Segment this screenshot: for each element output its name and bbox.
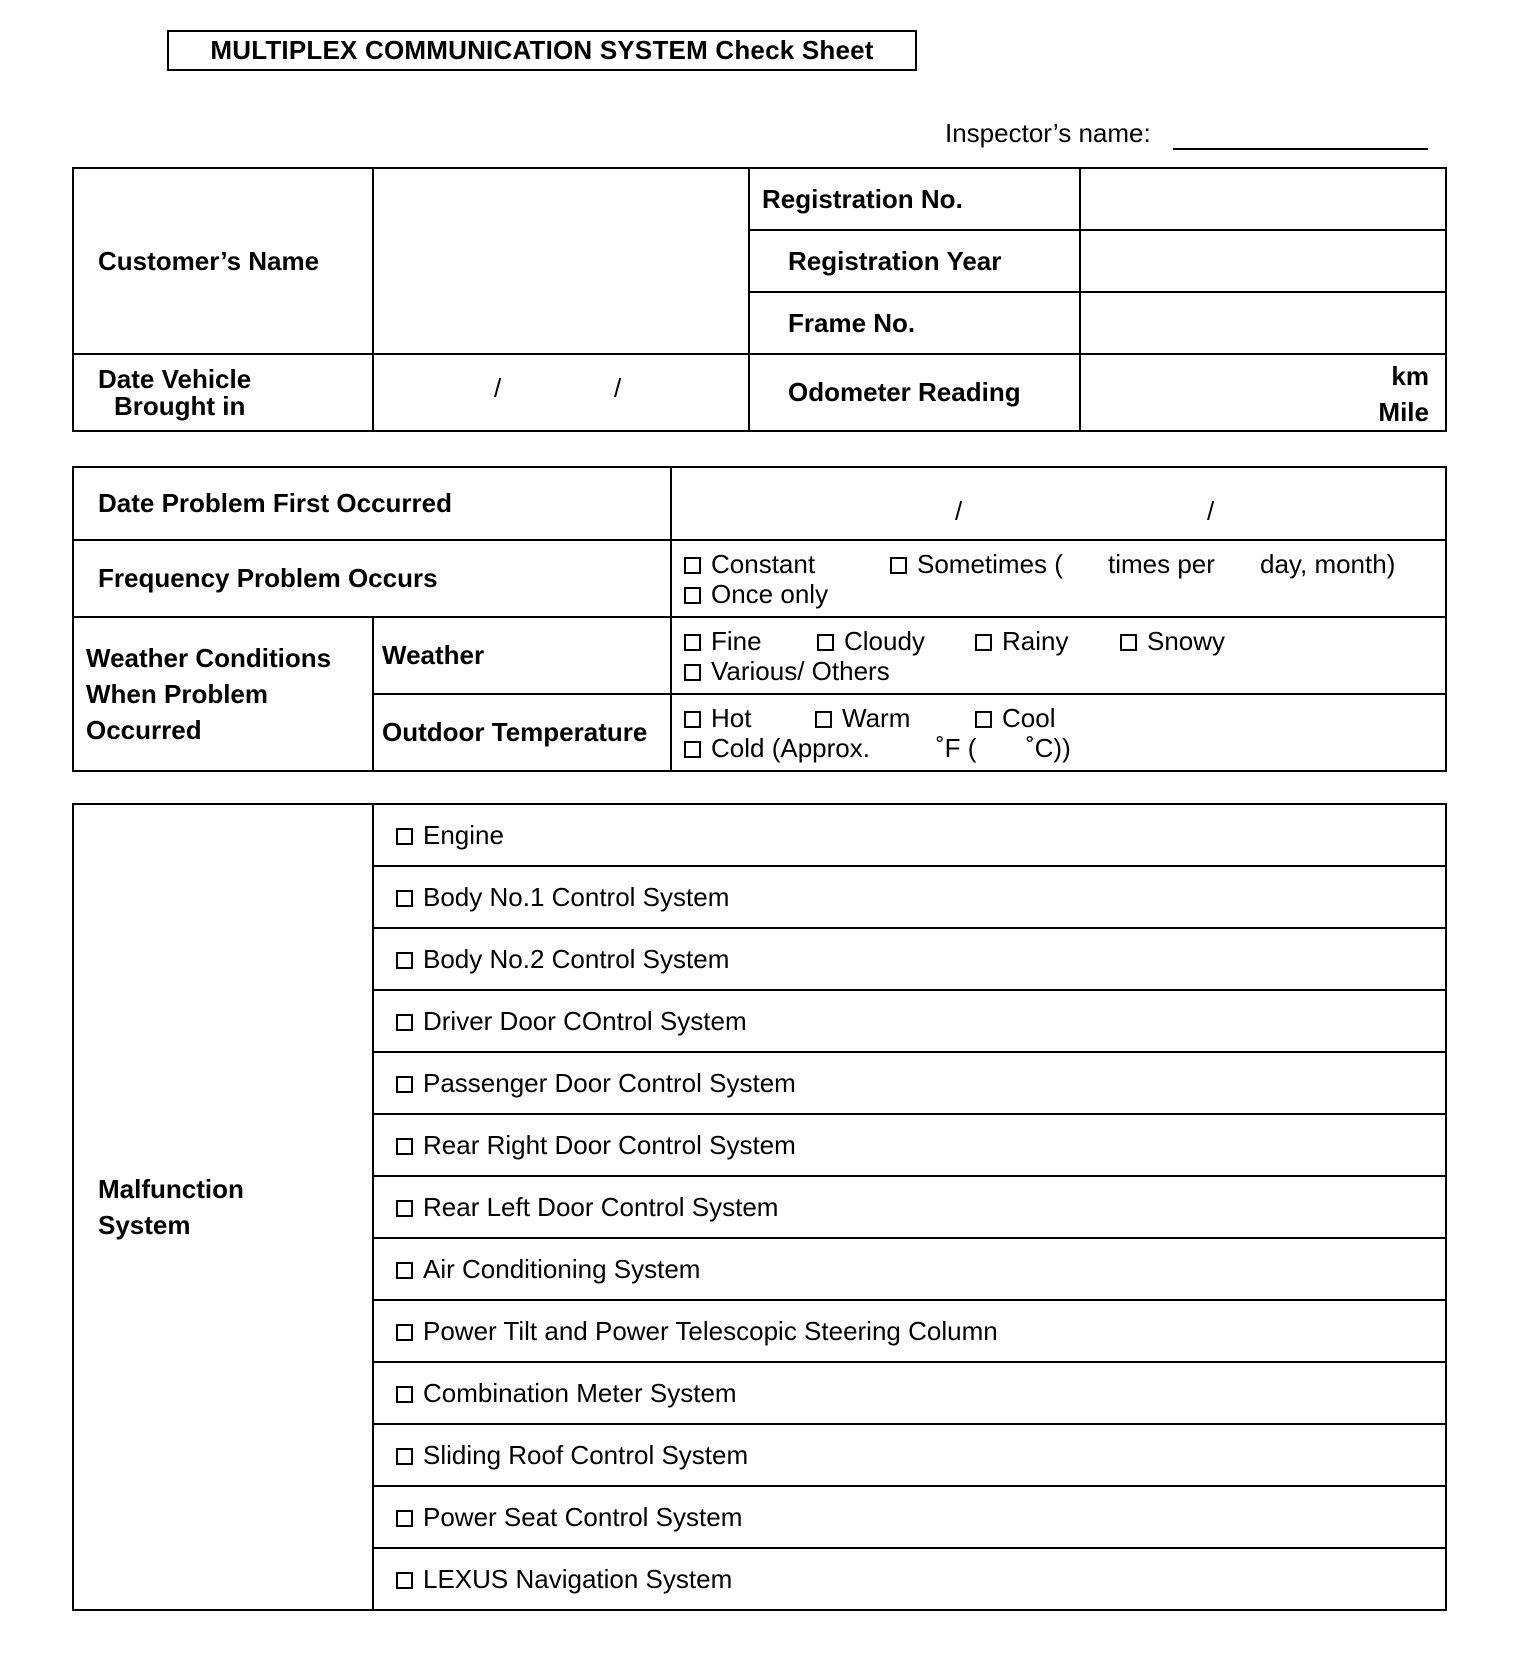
system-label: Engine (423, 819, 504, 850)
system-option-lexus-navigation[interactable] (373, 1548, 1446, 1610)
system-label: Combination Meter System (423, 1377, 737, 1408)
date-brought-in-label (73, 354, 373, 431)
customer-name-field[interactable] (373, 168, 749, 354)
problem-conditions-table (72, 466, 1447, 772)
frequency-once-only-option[interactable] (684, 579, 828, 609)
checkbox[interactable] (815, 711, 832, 728)
frame-no-label: Frame No. (749, 292, 1080, 354)
system-label: Body No.2 Control System (423, 943, 730, 974)
system-option-body-no2[interactable] (373, 928, 1446, 990)
checkbox[interactable] (975, 634, 992, 651)
registration-no-field[interactable] (1080, 168, 1446, 230)
checkbox[interactable] (396, 1324, 413, 1341)
checkbox[interactable] (396, 1076, 413, 1093)
system-label: Sliding Roof Control System (423, 1439, 749, 1470)
system-option-rear-right-door[interactable] (373, 1114, 1446, 1176)
system-option-air-conditioning[interactable] (373, 1238, 1446, 1300)
checkbox[interactable] (975, 711, 992, 728)
registration-no-label: Registration No. (749, 168, 1080, 230)
page-title: MULTIPLEX COMMUNICATION SYSTEM Check Sheet (167, 30, 917, 71)
temperature-fahrenheit-label: ˚F ( (936, 732, 977, 763)
weather-cloudy-label: Cloudy (844, 625, 925, 656)
malfunction-system-table (72, 803, 1447, 1611)
weather-fine-label: Fine (711, 625, 762, 656)
checkbox[interactable] (396, 1510, 413, 1527)
frequency-day-month-label: day, month) (1260, 548, 1396, 579)
date-first-occurred-label: Date Problem First Occurred (73, 467, 671, 540)
frequency-constant-label: Constant (711, 548, 816, 579)
system-label: Air Conditioning System (423, 1253, 701, 1284)
weather-snowy-label: Snowy (1147, 625, 1226, 656)
system-label: LEXUS Navigation System (423, 1563, 733, 1594)
weather-conditions-label (73, 617, 373, 771)
system-label: Body No.1 Control System (423, 881, 730, 912)
system-option-rear-left-door[interactable] (373, 1176, 1446, 1238)
checkbox[interactable] (684, 634, 701, 651)
odometer-label: Odometer Reading (749, 354, 1080, 431)
outdoor-temperature-label: Outdoor Temperature (373, 694, 671, 771)
weather-conditions-label-line1: Weather Conditions (86, 643, 332, 673)
checkbox[interactable] (817, 634, 834, 651)
system-option-engine[interactable] (373, 804, 1446, 866)
checkbox[interactable] (396, 1200, 413, 1217)
temperature-celsius-label: ˚C)) (1026, 732, 1071, 763)
customer-info-table (72, 167, 1447, 432)
checkbox[interactable] (396, 828, 413, 845)
temperature-cold-option[interactable] (684, 733, 936, 763)
weather-rainy-label: Rainy (1002, 625, 1069, 656)
system-option-steering-column[interactable] (373, 1300, 1446, 1362)
malfunction-label-line1: Malfunction (98, 1174, 244, 1204)
frequency-constant-option[interactable] (684, 549, 890, 579)
checkbox[interactable] (684, 711, 701, 728)
weather-snowy-option[interactable] (1120, 626, 1225, 656)
system-option-driver-door[interactable] (373, 990, 1446, 1052)
temperature-cool-label: Cool (1002, 702, 1056, 733)
date-brought-in-label-line1: Date Vehicle (98, 363, 252, 394)
frequency-sometimes-label: Sometimes ( (917, 548, 1063, 579)
system-option-sliding-roof[interactable] (373, 1424, 1446, 1486)
system-label: Rear Left Door Control System (423, 1191, 779, 1222)
system-option-passenger-door[interactable] (373, 1052, 1446, 1114)
inspector-name-label: Inspector’s name: (945, 118, 1151, 148)
system-option-combination-meter[interactable] (373, 1362, 1446, 1424)
temperature-hot-option[interactable] (684, 703, 815, 733)
weather-rainy-option[interactable] (975, 626, 1120, 656)
checkbox[interactable] (396, 1572, 413, 1589)
date-brought-in-label-line2: Brought in (114, 390, 246, 421)
registration-year-field[interactable] (1080, 230, 1446, 292)
checkbox[interactable] (890, 557, 907, 574)
date-separator: / (955, 496, 963, 526)
system-label: Driver Door COntrol System (423, 1005, 747, 1036)
malfunction-system-label (73, 804, 373, 1610)
system-label: Passenger Door Control System (423, 1067, 796, 1098)
checkbox[interactable] (684, 557, 701, 574)
checkbox[interactable] (396, 1386, 413, 1403)
temperature-hot-label: Hot (711, 702, 752, 733)
frame-no-field[interactable] (1080, 292, 1446, 354)
temperature-options (671, 694, 1446, 771)
checkbox[interactable] (396, 890, 413, 907)
malfunction-label-line2: System (98, 1210, 191, 1240)
date-brought-in-field[interactable] (373, 354, 749, 431)
frequency-sometimes-option[interactable] (890, 549, 1108, 579)
temperature-cool-option[interactable] (975, 703, 1055, 733)
frequency-once-only-label: Once only (711, 578, 829, 609)
weather-conditions-label-line2: When Problem (86, 679, 269, 709)
odometer-field[interactable] (1080, 354, 1446, 431)
checkbox[interactable] (396, 1448, 413, 1465)
system-label: Rear Right Door Control System (423, 1129, 796, 1160)
date-first-occurred-field[interactable] (671, 467, 1446, 540)
temperature-warm-label: Warm (842, 702, 911, 733)
weather-various-option[interactable] (684, 656, 890, 686)
frequency-label: Frequency Problem Occurs (73, 540, 671, 617)
system-label: Power Seat Control System (423, 1501, 743, 1532)
registration-year-label: Registration Year (749, 230, 1080, 292)
checkbox[interactable] (396, 1014, 413, 1031)
checkbox[interactable] (684, 664, 701, 681)
date-separator: / (1207, 496, 1215, 526)
odometer-unit-km: km (1391, 361, 1429, 391)
odometer-unit-mile: Mile (1378, 397, 1429, 427)
inspector-name-field[interactable] (1173, 148, 1428, 150)
checkbox[interactable] (684, 587, 701, 604)
checkbox[interactable] (396, 1262, 413, 1279)
frequency-times-per-label: times per (1108, 548, 1215, 579)
date-separator: / (494, 373, 502, 403)
temperature-warm-option[interactable] (815, 703, 975, 733)
weather-conditions-label-line3: Occurred (86, 715, 202, 745)
weather-label: Weather (373, 617, 671, 694)
weather-various-label: Various/ Others (711, 655, 890, 686)
system-option-power-seat[interactable] (373, 1486, 1446, 1548)
date-separator: / (614, 373, 622, 403)
checkbox[interactable] (1120, 634, 1137, 651)
frequency-options (671, 540, 1446, 617)
checkbox[interactable] (396, 952, 413, 969)
weather-cloudy-option[interactable] (817, 626, 975, 656)
checkbox[interactable] (684, 741, 701, 758)
temperature-cold-label: Cold (Approx. (711, 732, 870, 763)
weather-options (671, 617, 1446, 694)
customer-name-label: Customer’s Name (73, 168, 373, 354)
checkbox[interactable] (396, 1138, 413, 1155)
system-label: Power Tilt and Power Telescopic Steering Column (423, 1315, 998, 1346)
system-option-body-no1[interactable] (373, 866, 1446, 928)
weather-fine-option[interactable] (684, 626, 817, 656)
